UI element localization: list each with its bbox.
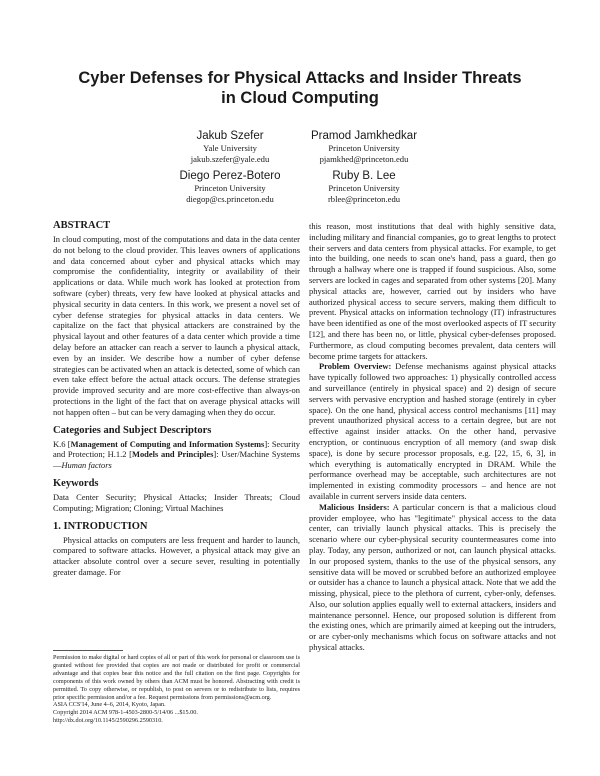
author-name: Diego Perez-Botero [179, 170, 281, 182]
author-affiliation: Princeton University [328, 183, 400, 193]
author-affiliation: Yale University [203, 143, 257, 153]
author-email: diegop@cs.princeton.edu [186, 194, 274, 204]
author-block-2 [264, 129, 464, 165]
copyright-footnote [53, 654, 300, 725]
keywords-text: Data Center Security; Physical Attacks; Insider Threats; Cloud Computing; Migration; Cloning; Virtual Machines [53, 491, 300, 513]
problem-overview-text: Defense mechanisms against physical attacks have typically followed two approaches: 1) physically controlled access and surveillance (entirely in physical space) and 2) design of secure servers with pervasive encryption and hashed storage (entirely in cyber space). On the one hand, physical access control mechanisms [11] may prevent unauthorized physical access to a certain degree, but are not effective against insider attacks. On the other hand, pervasive encryption, or continuous encryption of all memory (and swap disk space), is done by secure processor proposals, e.g. [22, 15, 6, 3], in which everything is automatically encrypted in DRAM. While the performance overhead may be acceptable, such architectures are not implemented in existing commodity processors – and hence are not available in current servers inside data centers. [309, 361, 556, 501]
h12-rest: ]: User/Machine Systems— [53, 449, 300, 471]
categories-text [53, 439, 300, 471]
problem-overview-label: Problem Overview: [319, 361, 392, 372]
k6-title: Management of Computing and Information Systems [70, 438, 265, 449]
k6-code: K.6 [ [53, 438, 71, 449]
author-affiliation: Princeton University [194, 183, 266, 193]
copyright-line: Copyright 2014 ACM 978-1-4503-2800-5/14/06 ...$15.00. [53, 709, 198, 717]
h12-italic: Human factors [61, 460, 112, 471]
malicious-insiders-paragraph [309, 502, 556, 653]
malicious-insiders-label: Malicious Insiders: [319, 501, 390, 512]
keywords-heading: Keywords [53, 477, 99, 489]
author-email: jakub.szefer@yale.edu [190, 154, 270, 164]
introduction-paragraph: Physical attacks on computers are less frequent and harder to launch, compared to software attacks. However, a physical attack may give an attacker absolute control over a secure sever, resulting in potentially greater damage. For [53, 534, 300, 577]
title-line-2: in Cloud Computing [221, 89, 379, 107]
author-affiliation: Princeton University [328, 143, 400, 153]
intro-continued-paragraph: this reason, most institutions that deal with highly sensitive data, including military and financial companies, go to great lengths to protect their servers and data centers from physical attacks. For example, to get into the building, one needs to scan one's hand, pass a guard, then go through a hallway where one is trapped if found suspicious. Also, some servers are locked in cages and separated from other systems [20]. Many physical attacks are, however, carried out by insiders who have authorized physical access to secure servers, making them difficult to prevent. Physical attacks on information technology (IT) infrastructures have been identified as one of the most overlooked aspects of IT security [12], and there has been no, or little, physical cyber-defenses proposed. Furthermore, as cloud computing becomes prevalent, data centers will become prime targets for attackers. [309, 221, 556, 361]
abstract-text: In cloud computing, most of the computations and data in the data center do not belong to the cloud provider. This leaves owners of applications and data concerned about cyber and physical attacks which may compromise the confidentiality, integrity or availability of their applications or data. While much work has looked at protection from software (cyber) threats, very few have looked at physical attacks and physical security in data centers. In this work, we present a novel set of cyber defense strategies for physical attacks in data centers. We capitalize on the fact that physical attackers are constrained by the physical layout and other features of a data center which provide a time delay before an attacker can reach a server to launch a physical attack, even by an insider. We describe how a number of cyber defense strategies can be activated when an attack is detected, some of which can even take effect before the actual attack occurs. The defense strategies provide improved security and are more cost-effective than always-on protections in the light of the fact that on average physical attacks will not happen often – but can be very damaging when they do occur. [53, 234, 300, 417]
malicious-insiders-text: A particular concern is that a malicious cloud provider employee, who has "legitimate" physical access to the data center, can trivially launch physical attacks. This is precisely the scenario where our cyber-physical security countermeasures come into play. Today, any person, authorized or not, can launch physical attacks. In our proposed system, thanks to the use of the physical sensors, any sensitive data will be moved or scrubbed before an authorized employee or outsider has a chance to launch a physical attack. Note that we add the missing, physical, piece to the plethora of current, cyber-only, defenses. Also, our solution applies equally well to external attackers, insiders and maintenance personnel. Hence, our proposed solution is different from the existing ones, which are primarily aimed at keeping out the intruders, or are cyber-only mechanisms which focus on software attacks and not physical attacks. [309, 501, 556, 653]
doi-line: http://dx.doi.org/10.1145/2590296.2590310. [53, 717, 163, 725]
paper-title [40, 68, 560, 108]
venue-line: ASIA CCS'14, June 4–6, 2014, Kyoto, Japan. [53, 701, 166, 709]
permission-notice: Permission to make digital or hard copies of all or part of this work for personal or classroom use is granted without fee provided that copies are not made or distributed for profit or commercial advantage and that copies bear this notice and the full citation on the first page. Copyrights for components of this work owned by others than ACM must be honored. Abstracting with credit is permitted. To copy otherwise, or republish, to post on servers or to redistribute to lists, requires prior specific permission and/or a fee. Request permissions from permissions@acm.org. [53, 654, 300, 701]
problem-overview-paragraph [309, 361, 556, 501]
k6-rest: ]: Security and Protection; H.1.2 [ [53, 438, 300, 460]
author-name: Pramod Jamkhedkar [310, 130, 418, 142]
author-block-4 [264, 169, 464, 205]
author-email: rblee@princeton.edu [327, 194, 401, 204]
author-email: pjamkhed@princeton.edu [319, 154, 409, 164]
right-column [309, 221, 556, 653]
author-name: Ruby B. Lee [332, 170, 396, 182]
footnote-rule [53, 650, 123, 651]
title-line-1: Cyber Defenses for Physical Attacks and Insider Threats [78, 69, 522, 87]
categories-heading: Categories and Subject Descriptors [53, 424, 212, 436]
introduction-heading: 1. INTRODUCTION [53, 520, 148, 532]
left-column [53, 219, 300, 578]
abstract-heading: ABSTRACT [53, 220, 111, 231]
h12-title: Models and Principles [131, 449, 214, 460]
author-name: Jakub Szefer [196, 130, 264, 142]
